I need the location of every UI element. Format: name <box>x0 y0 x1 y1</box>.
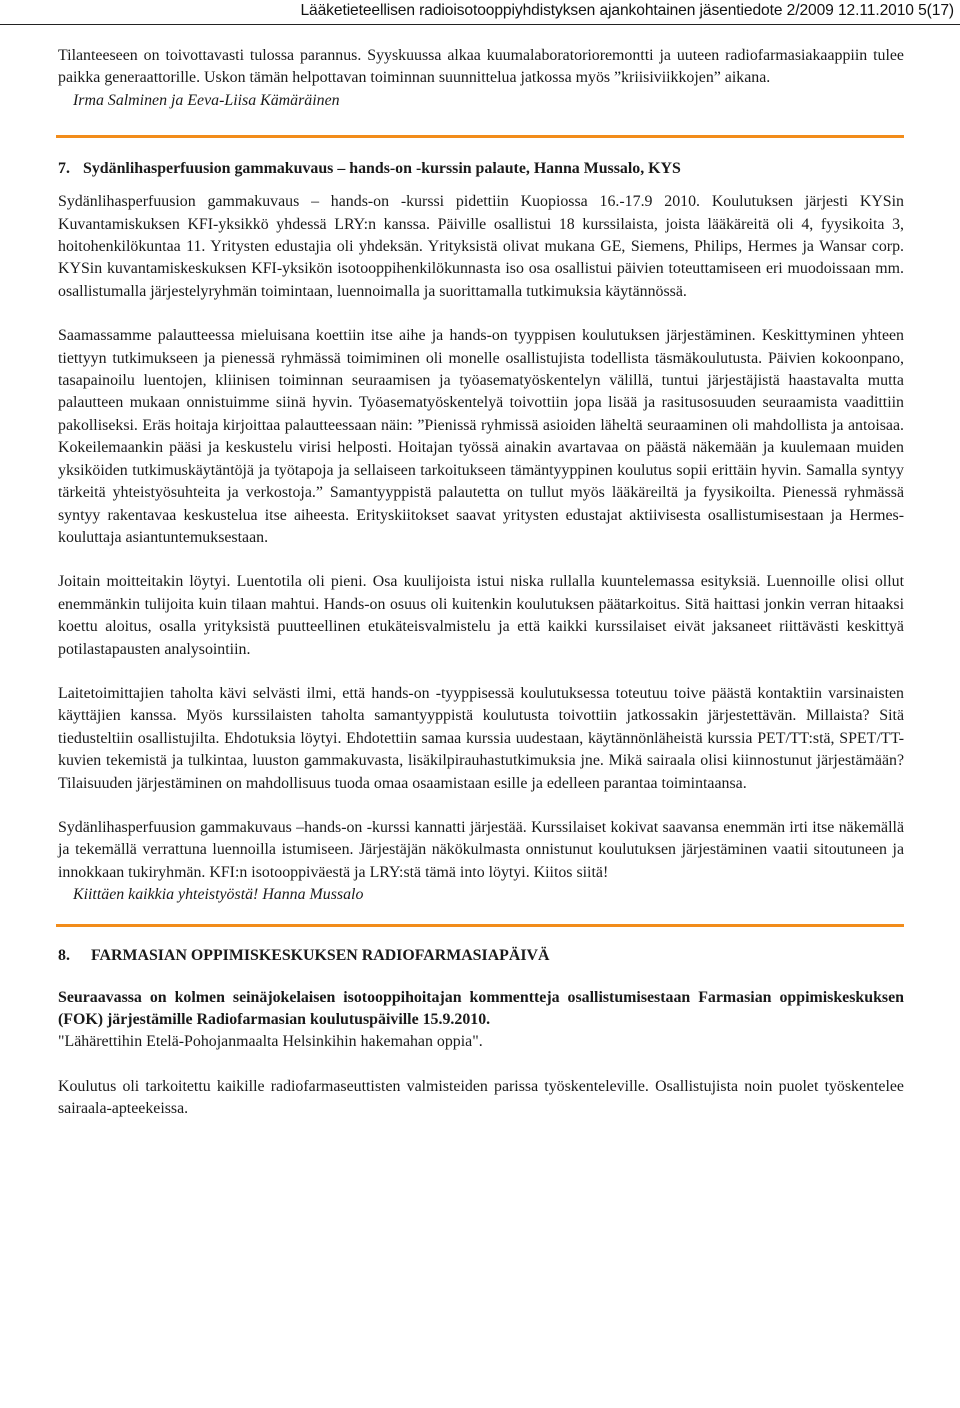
section-7-paragraph-3: Joitain moitteitakin löytyi. Luentotila oli pieni. Osa kuulijoista istui niska rullalla kuuntelemassa esityksiä. Luennoille olisi ollut enemmänkin tulijoita kuin tilaan mahtui. Hands-on osuus oli kuitenkin koulutuksen päätarkoitus. Sitä haittasi jonkin verran hitaaksi koettu aloitus, osalla yrityksistä puutteellinen etukäteisvalmistelu ja että kaikki kurssilaiset eivät jaksaneet riittävästi keskittyä potilastapausten analysointiin. <box>58 573 904 658</box>
page-content <box>58 45 904 1121</box>
section-7-paragraph-1: Sydänlihasperfuusion gammakuvaus – hands-on -kurssi pidettiin Kuopiossa 16.-17.9 2010. Koulutuksen järjesti KYSin Kuvantamiskuksen KFI-yksikkö yhdessä LRY:n kanssa. Päiville osallistui 18 kurssilaista, joista lääkäreitä oli 4, fyysikoita 3, hoitohenkilökuntaa 11. Yritysten edustajia oli yhdeksän. Yrityksistä olivat mukana GE, Siemens, Philips, Hermes ja Wansar corp. KYSin kuvantamiskeskuksen KFI-yksikön isotooppihenkilökunnasta iso osa osallistui päivien toteuttamiseen eri muodoissaan mm. osallistumalla järjestelyryhmän toimintaan, luennoimalla ja suorittamalla tutkimuksia käytännössä. <box>58 193 904 300</box>
section-8-paragraph: Koulutus oli tarkoitettu kaikille radiofarmaseuttisten valmisteiden parissa työskenteleville. Osallistujista noin puolet työskentelee sairaala-apteekeissa. <box>58 1077 904 1118</box>
section-7-paragraph-4: Laitetoimittajien taholta kävi selvästi ilmi, että hands-on -tyyppisessä koulutuksessa toteutuu toive päästä kontaktiin varsinaisten käyttäjien kanssa. Myös kurssilaisten taholta samantyyppistä koulutusta toivottiin jatkossakin järjestettävän. Millaista? Sitä tiedusteltiin osallistujilta. Ehdotuksia löytyi. Ehdotettiin samaa kurssia uudestaan, käytännönläheistä kurssia PET/TT:stä, SPET/TT-kuvien tekemistä ja tulkintaa, luuston gammakuvasta, lisäkilpirauhastutkimuksia jne. Mikä sairaala olisi kiinnostunut järjestämään? Tilaisuuden järjestäminen on mahdollisuus tuoda omaa osaamistaan esille ja edelleen parantaa toimintaansa. <box>58 684 904 792</box>
section-7-paragraph-5: Sydänlihasperfuusion gammakuvaus –hands-on -kurssi kannatti järjestää. Kurssilaiset kokivat saavansa enemmän irti itse näkemällä ja tekemällä verrattuna luennoilla istumiseen. Järjestäjän näkökulmasta onnistunut koulutuksen järjestäminen vaatii sitoutuneen ja innokkaan tukiryhmän. KFI:n isotooppiväestä ja LRY:stä tämä into löytyi. Kiitos siitä! <box>58 818 904 881</box>
section-7-title: Sydänlihasperfuusion gammakuvaus – hands-on -kurssin palaute, Hanna Mussalo, KYS <box>83 160 681 178</box>
section-8-quote: "Lähärettihin Etelä-Pohojanmaalta Helsinkihin hakemahan oppia". <box>58 1033 483 1051</box>
section-7-signature: Kiittäen kaikkia yhteistyöstä! Hanna Mussalo <box>73 886 364 904</box>
header-rule <box>0 24 960 25</box>
section-divider-1 <box>56 135 904 138</box>
intro-signature: Irma Salminen ja Eeva-Liisa Kämäräinen <box>73 91 340 109</box>
section-7-number: 7. <box>58 160 70 178</box>
document-header-title: Lääketieteellisen radioisotooppiyhdistyksen ajankohtainen jäsentiedote 2/2009 12.11.2010 5(17) <box>300 2 954 19</box>
section-8-number: 8. <box>58 946 70 964</box>
intro-paragraph: Tilanteeseen on toivottavasti tulossa parannus. Syyskuussa alkaa kuumalaboratorioremontti ja uuteen radiofarmasiakaappiin tulee paikka generaattorille. Uskon tämän helpottavan toiminnan suunnittelua jatkossa myös ”kriisiviikkojen” aikana. <box>58 47 904 87</box>
section-divider-2 <box>56 924 904 927</box>
section-7-heading <box>58 158 904 180</box>
section-8-heading <box>58 945 904 967</box>
section-8-title: FARMASIAN OPPIMISKESKUKSEN RADIOFARMASIAPÄIVÄ <box>91 946 550 964</box>
section-8-lead: Seuraavassa on kolmen seinäjokelaisen isotooppihoitajan kommentteja osallistumisestaan Farmasian oppimiskeskuksen (FOK) järjestämille Radiofarmasian koulutuspäiville 15.9.2010. <box>58 988 904 1028</box>
section-7-paragraph-2: Saamassamme palautteessa mieluisana koettiin itse aihe ja hands-on tyyppisen koulutuksen järjestäminen. Keskittyminen yhteen tiettyyn tutkimukseen ja pienessä ryhmässä toimiminen oli monelle osallistujista todellista täsmäkoulutusta. Päivien kokoonpano, tasapainoilu luentojen, kliinisen toiminnan seuraamisen ja työasematyöskentelyn välillä, tuntui järjestäjistä haastavalta mutta palautteen mukaan onnistuimme siinä hyvin. Työasematyöskentelyä toivottiin jopa lisää ja rasitusosuuden seuraamista vaadittiin pakolliseksi. Eräs hoitaja kirjoittaa palautteessaan näin: ”Pienissä ryhmissä asioiden läheltä seuraaminen oli mahdollista ja antoisaa. Kokeilemaankin pääsi ja keskustelu virisi helposti. Hoitajan työssä ainakin avartavaa on päästä näkemään ja kuulemaan muiden yksiköiden tutkimuskäytäntöjä ja työtapoja ja sellaiseen tarkoitukseen tämäntyyppinen koulutus sopii erittäin hyvin. Samalla syntyy tärkeitä yhteistyösuhteita ja verkostoja.” Samantyyppistä palautetta on tullut myös lääkäreiltä ja fyysikoilta. Pienessä ryhmässä syntyy rakentavaa keskustelua itse aiheesta. Erityskiitokset saavat yritysten edustajat aktiivisesta osallistumisestaan ja Hermes-kouluttaja asiantuntemuksestaan. <box>58 327 904 546</box>
